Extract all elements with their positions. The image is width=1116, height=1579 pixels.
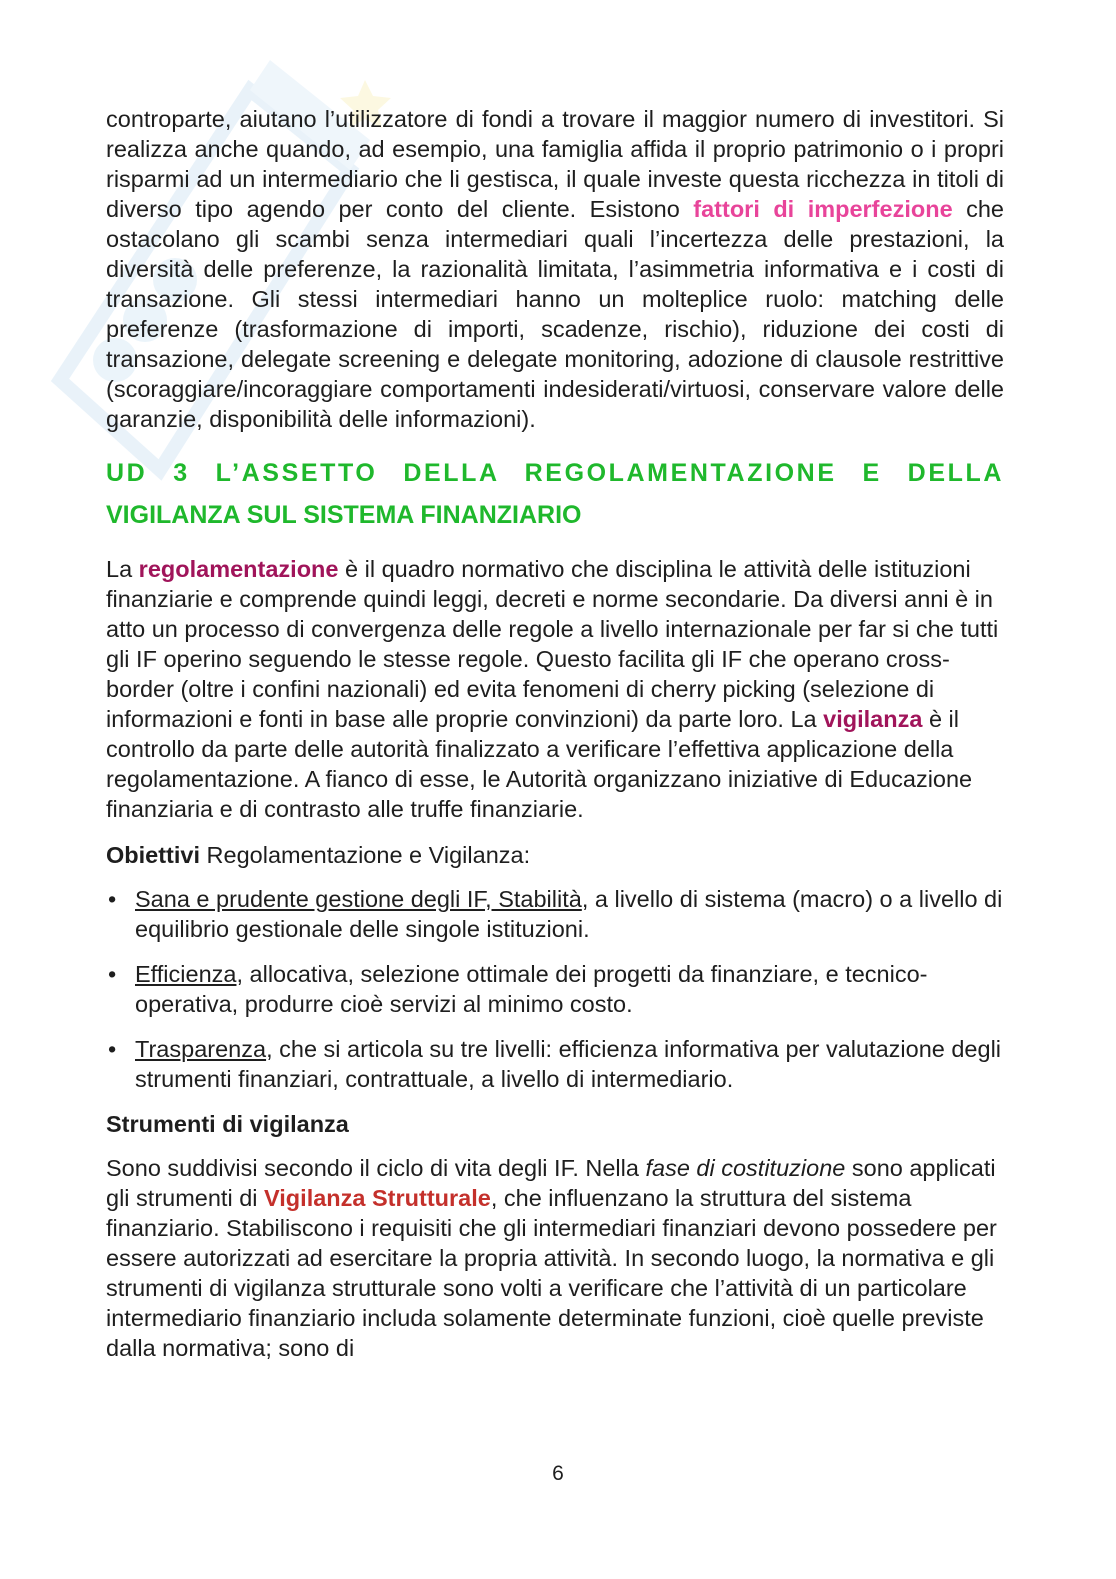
paragraph-text: è il controllo da parte delle autorità finalizzato a verificare l’effettiva applicazione della regolamentazione. A fianco di esse, le Autorità organizzano iniziative di Educazione finanziaria e di contrasto alle truffe finanziarie. — [106, 706, 973, 822]
paragraph-text: La — [106, 556, 139, 582]
paragraph-text: è il quadro normativo che disciplina le attività delle istituzioni finanziarie e comprende quindi leggi, decreti e norme secondarie. Da diversi anni è in atto un processo di convergenza delle regole a livello internazionale per far si che tutti gli IF operino seguendo le stesse regole. Questo facilita gli IF che operano cross-border (oltre i confini nazionali) ed evita fenomeni di cherry picking (selezione di informazioni e fonti in base alle proprie convinzioni) da parte loro. La — [106, 556, 999, 732]
paragraph-strumenti — [106, 1153, 1004, 1363]
paragraph-text: , che influenzano la struttura del sistema finanziario. Stabiliscono i requisiti che gli intermediari finanziari devono possedere per essere autorizzati ad esercitare la propria attività. In secondo luogo, la normativa e gli strumenti di vigilanza strutturale sono volti a verificare che l’attività di un particolare intermediario finanziario includa solamente determinate funzioni, cioè quelle previste dalla normativa; sono di — [106, 1185, 997, 1361]
bullet-icon: • — [108, 961, 117, 987]
list-item-text: , a livello di sistema (macro) o a livello di equilibrio gestionale delle singole istituzioni. — [135, 886, 1003, 942]
term-regolamentazione: regolamentazione — [138, 556, 339, 582]
paragraph-text: sono applicati gli strumenti di — [106, 1155, 996, 1211]
objectives-bold-label: Obiettivi — [106, 842, 201, 868]
objectives-heading — [106, 840, 1004, 870]
list-item-label: Sana e prudente gestione degli IF, Stabilità — [135, 886, 582, 912]
page-number: 6 — [552, 1462, 564, 1485]
paragraph-text: controparte, aiutano l’utilizzatore di fondi a trovare il maggior numero di investitori. Si realizza anche quando, ad esempio, una famiglia affida il proprio patrimonio o i propri risparmi ad un intermediario che li gestisca, il quale investe questa ricchezza in titoli di diverso tipo agendo per conto del cliente. Esistono — [106, 106, 1004, 222]
objectives-label-rest: Regolamentazione e Vigilanza: — [200, 842, 531, 868]
list-item-label: Efficienza — [135, 961, 237, 987]
list-item-label: Trasparenza — [135, 1036, 267, 1062]
list-item — [106, 959, 1004, 1019]
list-item-text: , che si articola su tre livelli: efficienza informativa per valutazione degli strumenti finanziari, contrattuale, a livello di intermediario. — [135, 1036, 1002, 1092]
page-content — [106, 104, 1004, 1363]
list-item-text: , allocativa, selezione ottimale dei progetti da finanziare, e tecnico-operativa, produrre cioè servizi al minimo costo. — [135, 961, 928, 1017]
italic-fase-costituzione: fase di costituzione — [645, 1155, 846, 1181]
paragraph-intermediari — [106, 104, 1004, 434]
bullet-icon: • — [108, 886, 117, 912]
paragraph-text: che ostacolano gli scambi senza intermediari quali l’incertezza delle prestazioni, la diversità delle preferenze, la razionalità limitata, l’asimmetria informativa e i costi di transazione. Gli stessi intermediari hanno un molteplice ruolo: matching delle preferenze (trasformazione di importi, scadenze, rischio), riduzione dei costi di transazione, delegate screening e delegate monitoring, adozione di clausole restrittive (scoraggiare/incoraggiare comportamenti indesiderati/virtuosi, conservare valore delle garanzie, disponibilità delle informazioni). — [106, 196, 1005, 432]
highlight-fattori-imperfezione: fattori di imperfezione — [693, 196, 953, 222]
list-item — [106, 1034, 1004, 1094]
list-item — [106, 884, 1004, 944]
paragraph-regolamentazione — [106, 554, 1004, 824]
bullet-icon: • — [108, 1036, 117, 1062]
section-title-line1: UD 3 L’ASSETTO DELLA REGOLAMENTAZIONE E DELLA — [106, 459, 1004, 487]
term-vigilanza: vigilanza — [823, 706, 923, 732]
highlight-vigilanza-strutturale: Vigilanza Strutturale — [264, 1185, 491, 1211]
subheading-strumenti-vigilanza: Strumenti di vigilanza — [106, 1111, 349, 1137]
section-title-line2: VIGILANZA SUL SISTEMA FINANZIARIO — [106, 501, 582, 529]
objectives-list — [106, 884, 1004, 1094]
paragraph-text: Sono suddivisi secondo il ciclo di vita degli IF. Nella — [106, 1155, 646, 1181]
section-title — [106, 452, 1004, 536]
